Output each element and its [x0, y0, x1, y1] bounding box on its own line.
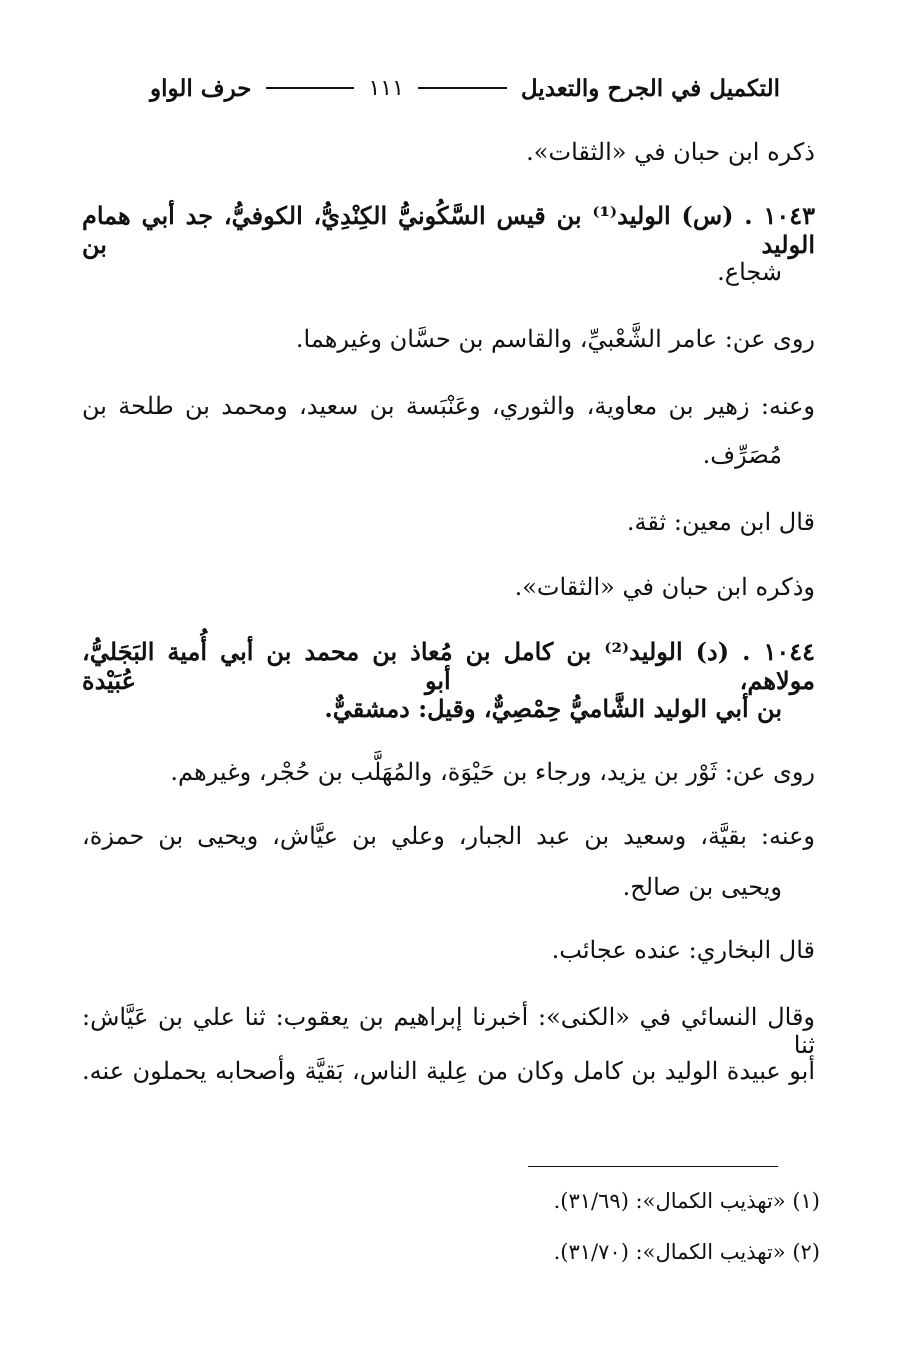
text-line: مُصَرِّف.: [702, 441, 782, 469]
text-line: وعنه: زهير بن معاوية، والثوري، وعَنْبَسة بن سعيد، ومحمد بن طلحة بن: [82, 392, 815, 420]
text-line: شجاع.: [717, 258, 782, 286]
text-line: قال البخاري: عنده عجائب.: [551, 936, 815, 964]
text-line: وقال النسائي في «الكنى»: أخبرنا إبراهيم بن يعقوب: ثنا علي بن عَيَّاش: ثنا: [82, 1003, 815, 1059]
footnote-1: (١) «تهذيب الكمال»: (٣١/٦٩).: [553, 1189, 820, 1213]
footnote-2: (٢) «تهذيب الكمال»: (٣١/٧٠).: [553, 1240, 820, 1264]
running-header: [150, 68, 780, 108]
text-line: روى عن: ثَوْر بن يزيد، ورجاء بن حَيْوَة، والمُهَلَّب بن حُجْر، وغيرهم.: [170, 758, 815, 786]
text-line: بن أبي الوليد الشَّاميُّ حِمْصِيٌّ، وقيل: دمشقيٌّ.: [324, 694, 782, 723]
book-title: التكميل في الجرح والتعديل: [520, 74, 780, 102]
text-line: أبو عبيدة الوليد بن كامل وكان من عِلية الناس، بَقيَّة وأصحابه يحملون عنه.: [82, 1057, 815, 1085]
text-line: ويحيى بن صالح.: [622, 873, 782, 901]
text-line: قال ابن معين: ثقة.: [626, 508, 815, 536]
page-number: ١١١: [368, 75, 404, 101]
section-title: حرف الواو: [149, 74, 252, 102]
text-line: وذكره ابن حبان في «الثقات».: [514, 573, 815, 601]
footnote-separator: [528, 1166, 778, 1167]
header-dash: [266, 87, 355, 89]
text-line: ذكره ابن حبان في «الثقات».: [526, 138, 815, 166]
text-line: روى عن: عامر الشَّعْبيِّ، والقاسم بن حسَّان وغيرهما.: [295, 325, 815, 353]
entry-heading-1044: ١٠٤٤ . (د) الوليد⁽²⁾ بن كامل بن مُعاذ بن محمد بن أبي أُمية البَجَليُّ، مولاهم، أبو عُبَيْدة: [82, 637, 816, 695]
text-line: وعنه: بقيَّة، وسعيد بن عبد الجبار، وعلي بن عيَّاش، ويحيى بن حمزة،: [82, 822, 815, 850]
header-dash: [418, 87, 507, 89]
entry-heading-1043: ١٠٤٣ . (س) الوليد⁽¹⁾ بن قيس السَّكُونيُّ الكِنْدِيُّ، الكوفيُّ، جد أبي همام الوليد بن: [82, 201, 816, 259]
